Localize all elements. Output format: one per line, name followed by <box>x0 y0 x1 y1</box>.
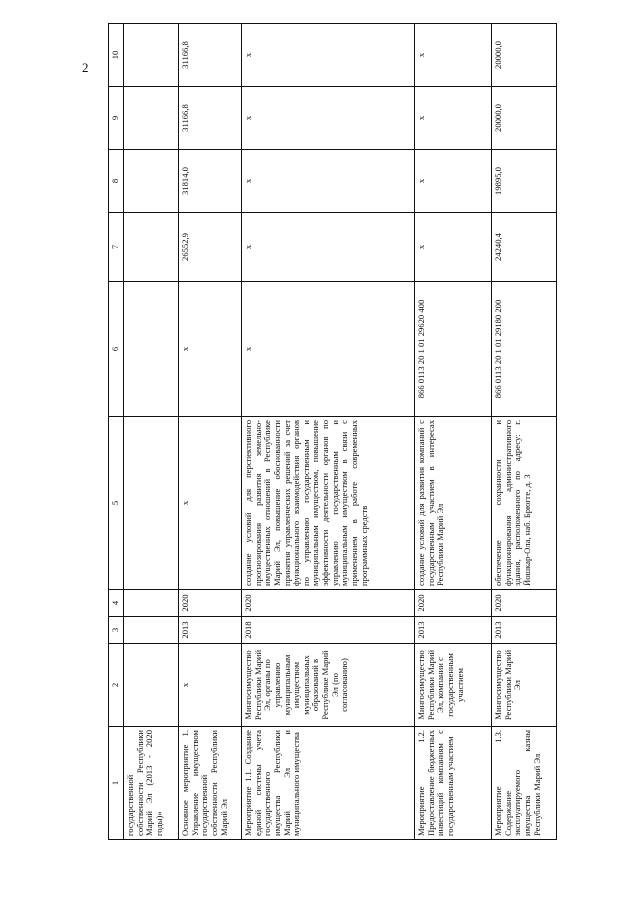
end-year <box>124 590 179 617</box>
value-col-7: 24240,4 <box>492 213 557 282</box>
col-header-1: 1 <box>109 727 124 840</box>
start-year <box>124 617 179 644</box>
measure-name: государственной собственности Республики Марий Эл (2013 - 2020 годы)» <box>124 727 179 840</box>
start-year: 2013 <box>492 617 557 644</box>
expected-result: создание условий для перспективного прогнозирования развития земельно-имущественных отношений в Республике Марий Эл, повышение обоснованности принятия управленческих решений за счет функционального взаимодействия органов по управлению государственным и муниципальным имуществом, повышение эффективности деятельности органов по управлению государственным и муниципальным имуществом в связи с применением в работе современных программных средств <box>242 417 415 590</box>
col-header-2: 2 <box>109 644 124 727</box>
value-col-10: х <box>242 24 415 87</box>
value-col-9: 20000,0 <box>492 87 557 150</box>
col-header-6: 6 <box>109 282 124 417</box>
col-header-7: 7 <box>109 213 124 282</box>
table-header-row <box>109 24 124 840</box>
col-header-10: 10 <box>109 24 124 87</box>
value-col-10: 31166,8 <box>179 24 242 87</box>
value-col-8: х <box>242 150 415 213</box>
col-header-3: 3 <box>109 617 124 644</box>
end-year: 2020 <box>242 590 415 617</box>
table-row <box>242 24 415 840</box>
end-year: 2020 <box>492 590 557 617</box>
value-col-9: х <box>242 87 415 150</box>
value-col-10 <box>124 24 179 87</box>
measure-name: Мероприятие 1.3. Содержание эксплуатируемого имущества казны Республики Марий Эл <box>492 727 557 840</box>
value-col-8: х <box>415 150 492 213</box>
measure-name: Основное мероприятие 1. Управление имуществом государственной собственности Республики Марий Эл <box>179 727 242 840</box>
table-row <box>124 24 179 840</box>
table-row <box>415 24 492 840</box>
page-number: 2 <box>82 60 89 75</box>
start-year: 2018 <box>242 617 415 644</box>
value-col-7: х <box>415 213 492 282</box>
value-col-8: 31814,0 <box>179 150 242 213</box>
col-header-4: 4 <box>109 590 124 617</box>
executor <box>124 644 179 727</box>
start-year: 2013 <box>179 617 242 644</box>
col-header-8: 8 <box>109 150 124 213</box>
value-col-8: 19895,0 <box>492 150 557 213</box>
value-col-9: х <box>415 87 492 150</box>
budget-code <box>124 282 179 417</box>
executor: х <box>179 644 242 727</box>
table-row <box>179 24 242 840</box>
value-col-8 <box>124 150 179 213</box>
measure-name: Мероприятие 1.2. Предоставление бюджетных инвестиций компаниям с государственным участием <box>415 727 492 840</box>
expected-result <box>124 417 179 590</box>
value-col-10: х <box>415 24 492 87</box>
value-col-9 <box>124 87 179 150</box>
budget-code: х <box>179 282 242 417</box>
expected-result: создание условий для развития компаний с государственным участием в интересах Республики Марий Эл <box>415 417 492 590</box>
value-col-9: 31166,8 <box>179 87 242 150</box>
value-col-7 <box>124 213 179 282</box>
col-header-5: 5 <box>109 417 124 590</box>
budget-code: х <box>242 282 415 417</box>
value-col-7: 26552,9 <box>179 213 242 282</box>
expected-result: обеспечение сохранности и функционирования административного здания, расположенного по адресу: г. Йошкар-Ола, наб. Брюгге, д. 3 <box>492 417 557 590</box>
value-col-7: х <box>242 213 415 282</box>
budget-code: 866 0113 20 1 01 29620 400 <box>415 282 492 417</box>
budget-code: 866 0113 20 1 01 29180 200 <box>492 282 557 417</box>
table-row <box>492 24 557 840</box>
executor: Мингосимущество Республики Марий Эл <box>492 644 557 727</box>
end-year: 2020 <box>179 590 242 617</box>
executor: Мингосимущество Республики Марий Эл, компании с государственным участием <box>415 644 492 727</box>
value-col-10: 20000,0 <box>492 24 557 87</box>
end-year: 2020 <box>415 590 492 617</box>
program-measures-table <box>108 23 557 840</box>
rotated-table-sheet <box>108 41 542 840</box>
expected-result: х <box>179 417 242 590</box>
start-year: 2013 <box>415 617 492 644</box>
executor: Мингосимущество Республики Марий Эл, органы по управлению муниципальным имуществом муниципальных образований в Республике Марий Эл (по согласованию) <box>242 644 415 727</box>
col-header-9: 9 <box>109 87 124 150</box>
measure-name: Мероприятие 1.1. Создание единой системы учета государственного имущества Республики Марий Эл и муниципального имущества <box>242 727 415 840</box>
